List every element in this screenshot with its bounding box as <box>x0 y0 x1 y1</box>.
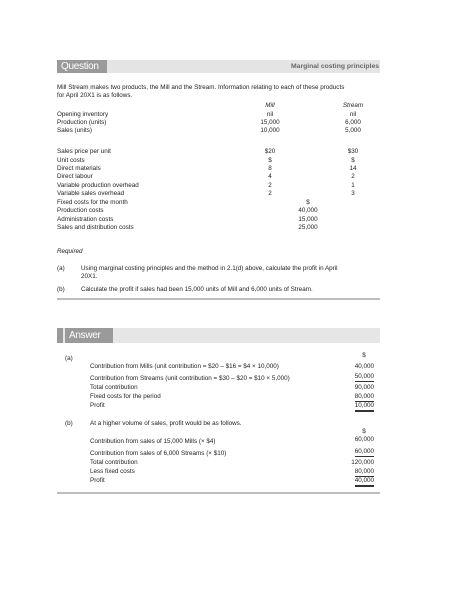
fixed-value: 40,000 <box>298 207 318 214</box>
requirement-b-letter: (b) <box>57 286 65 293</box>
row-label: Opening inventory <box>57 111 109 118</box>
row-label: Unit costs <box>57 157 85 164</box>
row-value: 40,000 <box>355 478 374 487</box>
mill-value: $ <box>268 157 272 164</box>
answer-bottom-rule <box>57 492 380 494</box>
stream-value: 2 <box>351 173 355 180</box>
row-value: 50,000 <box>355 374 374 382</box>
stream-value: $ <box>351 157 355 164</box>
question-tab: Question <box>57 60 107 73</box>
fixed-value: 25,000 <box>298 224 318 231</box>
intro-line-2: for April 20X1 is as follows. <box>57 92 133 99</box>
row-value: 120,000 <box>351 459 374 466</box>
fixed-value: 15,000 <box>298 216 318 223</box>
row-value: 60,000 <box>355 449 374 457</box>
answer-left-bar <box>57 328 63 343</box>
row-label: Contribution from Streams (unit contribution = $30 – $20 = $10 × 5,000) <box>90 375 290 382</box>
row-label: Administration costs <box>57 216 114 223</box>
row-label: Total contribution <box>90 384 138 391</box>
section-title: Marginal costing principles <box>291 63 379 70</box>
answer-b-letter: (b) <box>65 420 73 427</box>
row-value: 90,000 <box>354 384 374 391</box>
row-value: 40,000 <box>354 363 374 370</box>
stream-value: nil <box>349 111 357 118</box>
mill-value: nil <box>266 111 274 118</box>
row-label: Fixed costs for the month <box>57 199 128 206</box>
row-value: 60,000 <box>354 436 374 443</box>
row-value: 80,000 <box>355 394 374 402</box>
row-label: Production (units) <box>57 119 107 126</box>
requirement-a-letter: (a) <box>57 265 65 272</box>
mill-value: 8 <box>268 165 272 172</box>
row-label: Production costs <box>57 207 104 214</box>
row-label: Sales and distribution costs <box>57 224 134 231</box>
answer-a-currency: $ <box>362 352 366 359</box>
row-label: Contribution from sales of 15,000 Mills (× $4) <box>90 438 216 445</box>
requirement-a-line-2: 20X1. <box>81 273 98 280</box>
answer-a-letter: (a) <box>65 355 73 362</box>
intro-line-1: Mill Stream makes two products, the Mill and the Stream. Information relating to each of these products <box>57 84 345 91</box>
row-label: Variable sales overhead <box>57 190 125 197</box>
row-label: Variable production overhead <box>57 182 139 189</box>
answer-tab: Answer <box>65 328 113 343</box>
row-label: Total contribution <box>90 459 138 466</box>
mill-value: $20 <box>264 148 276 155</box>
stream-value: 1 <box>351 182 355 189</box>
row-label: Contribution from Mills (unit contribution = $20 – $16 = $4 × 10,000) <box>90 363 279 370</box>
mill-value: 10,000 <box>260 127 280 134</box>
mill-value: 2 <box>268 190 272 197</box>
row-label: Profit <box>90 402 105 409</box>
row-value: 10,000 <box>355 403 374 412</box>
stream-value: 5,000 <box>345 127 361 134</box>
mill-value: 4 <box>268 173 272 180</box>
stream-value: 3 <box>351 190 355 197</box>
required-heading: Required <box>57 248 83 255</box>
row-label: Direct materials <box>57 165 101 172</box>
row-label: Fixed costs for the period <box>90 393 161 400</box>
mill-value: 15,000 <box>260 119 280 126</box>
stream-value: $30 <box>347 148 359 155</box>
mill-value: 2 <box>268 182 272 189</box>
stream-value: 14 <box>349 165 357 172</box>
requirement-b-line: Calculate the profit if sales had been 15,000 units of Mill and 6,000 units of Stream. <box>81 286 313 293</box>
fixed-value: $ <box>306 199 310 206</box>
requirement-a-line-1: Using marginal costing principles and the method in 2.1(d) above, calculate the profit in April <box>81 265 338 272</box>
column-header-mill: Mill <box>265 102 275 109</box>
row-label: Profit <box>90 477 105 484</box>
answer-b-currency: $ <box>362 428 366 435</box>
row-value: 80,000 <box>355 469 374 477</box>
row-label: Sales price per unit <box>57 148 111 155</box>
question-bottom-rule <box>57 298 380 300</box>
row-label: Sales (units) <box>57 127 92 134</box>
row-label: Contribution from sales of 6,000 Streams (× $10) <box>90 450 227 457</box>
answer-b-intro: At a higher volume of sales, profit would be as follows. <box>90 420 242 427</box>
row-label: Direct labour <box>57 173 93 180</box>
stream-value: 6,000 <box>345 119 361 126</box>
column-header-stream: Stream <box>342 102 364 109</box>
row-label: Less fixed costs <box>90 468 135 475</box>
